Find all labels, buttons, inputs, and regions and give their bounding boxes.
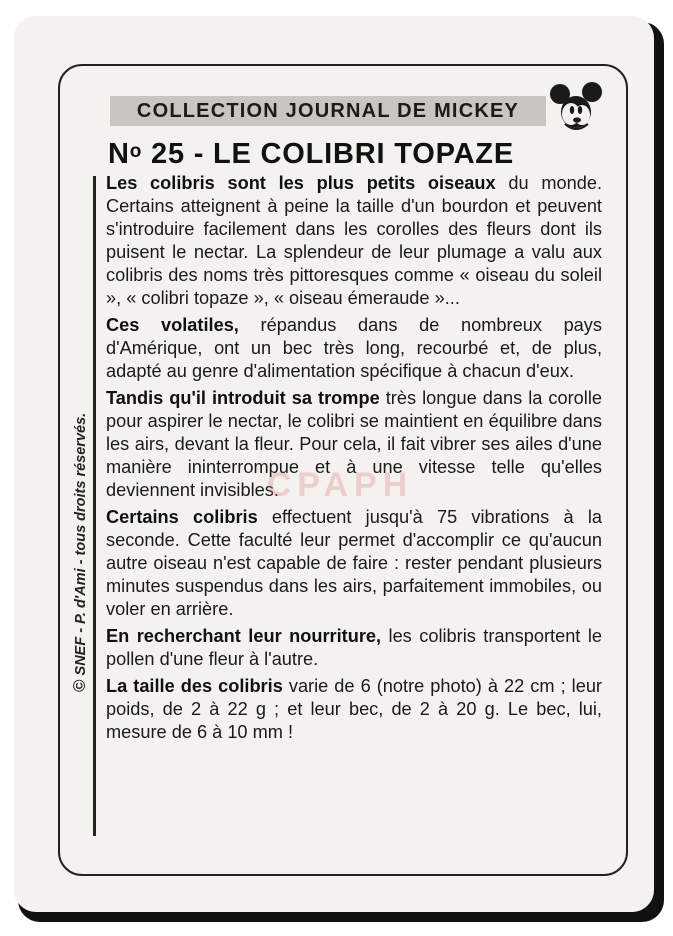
paragraph <box>106 506 602 621</box>
page-title <box>108 138 608 171</box>
paragraph <box>106 314 602 383</box>
paragraph-text: très longue dans la corolle pour aspirer le nectar, le colibri se maintient en équilibre dans les airs, devant la fleur. Pour cela, il fait vibrer ses ailes d'une manière ininterrompue et à une vitesse telle qu'elles deviennent invisibles. <box>106 388 602 500</box>
paragraph-lead: Tandis qu'il introduit sa trompe <box>106 388 380 408</box>
paragraph-lead: En recherchant leur nourriture, <box>106 626 382 646</box>
copyright-notice <box>70 322 90 692</box>
title-text: 25 - LE COLIBRI TOPAZE <box>142 138 514 170</box>
paragraph-text: du monde. Certains atteignent à peine la taille d'un bourdon et peuvent s'introduire facilement dans les corolles des fleurs dont ils puisent le nectar. La splendeur de leur plumage a valu aux colibris des noms très pittoresques comme « oiseau du soleil », « colibri topaze », « oiseau émeraude »... <box>106 173 602 308</box>
copyright-text: SNEF - P. d'Ami - tous droits réservés. <box>73 412 89 676</box>
number-superscript: o <box>129 141 143 162</box>
paragraph <box>106 675 602 744</box>
paragraph-text: répandus dans de nombreux pays d'Amérique, ont un bec très long, recourbé et, de plus, adapté au genre d'alimentation spécifique à chacun d'eux. <box>106 315 602 381</box>
copyright-symbol: © <box>70 679 89 692</box>
paragraph <box>106 625 602 671</box>
paragraph-lead: La taille des colibris <box>106 676 283 696</box>
paragraph-text: varie de 6 (notre photo) à 22 cm ; leur poids, de 2 à 22 g ; et leur bec, de 2 à 20 g. Le bec, lui, mesure de 6 à 10 mm ! <box>106 676 602 742</box>
paragraph-lead: Les colibris sont les plus petits oiseaux <box>106 173 496 193</box>
card-body <box>106 172 602 748</box>
paragraph-text: les colibris transportent le pollen d'une fleur à l'autre. <box>106 626 602 669</box>
text-margin-bar <box>93 176 96 836</box>
number-prefix: N <box>108 138 130 170</box>
mickey-head-icon <box>548 80 604 136</box>
paragraph-lead: Certains colibris <box>106 507 258 527</box>
collection-banner: COLLECTION JOURNAL DE MICKEY <box>110 96 546 126</box>
watermark: CPAPH <box>266 466 414 504</box>
paragraph-text: effectuent jusqu'à 75 vibrations à la seconde. Cette faculté leur permet d'accomplir ce qu'aucun autre oiseau n'est capable de faire : rester pendant plusieurs minutes suspendus dans les airs, parfaitement immobiles, ou voler en arrière. <box>106 507 602 619</box>
paragraph-lead: Ces volatiles, <box>106 315 239 335</box>
paragraph <box>106 387 602 502</box>
paragraph <box>106 172 602 310</box>
